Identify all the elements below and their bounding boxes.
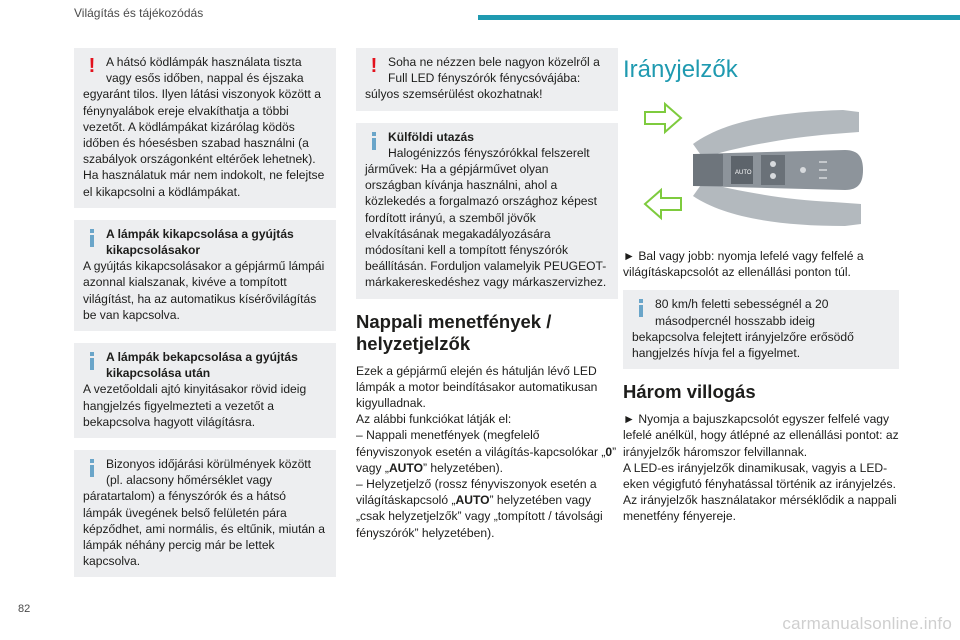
paragraph xyxy=(356,427,618,476)
header-accent-bar xyxy=(478,15,960,20)
stalk-illustration xyxy=(623,92,899,240)
light-symbol-icon xyxy=(770,161,776,167)
warning-box-fog-lamps xyxy=(74,48,336,208)
info-box-title: A lámpák kikapcsolása a gyújtás kikapcsolásakor xyxy=(106,226,294,258)
arrow-down-icon xyxy=(645,190,681,218)
indicator-instruction: ► Bal vagy jobb: nyomja lefelé vagy felfelé a világításkapcsolót az ellenállási ponton túl. xyxy=(623,249,864,280)
info-icon xyxy=(83,228,101,248)
info-box-text: A vezetőoldali ajtó kinyitásakor rövid ideig hangjelzés figyelmezteti a vezetőt a bekapcsolva hagyott világításra. xyxy=(83,382,307,429)
column-3 xyxy=(623,48,899,525)
info-text-first: 80 km/h feletti sebességnél a 20 másodpercnél hosszabb ideig xyxy=(655,297,829,328)
stalk-switch-illustration xyxy=(623,92,899,240)
light-symbol-icon xyxy=(800,167,806,173)
column-1 xyxy=(74,48,336,589)
info-icon xyxy=(83,458,101,478)
info-box-switch-off xyxy=(74,220,336,331)
section-title-indicators: Irányjelzők xyxy=(623,56,738,83)
info-box-title: Külföldi utazás xyxy=(388,129,475,144)
paragraph: ► Nyomja a bajuszkapcsolót egyszer felfelé vagy lefelé anélkül, hogy átlépné az ellenállási pontot: az irányjelzők háromszor felvillannak. xyxy=(623,412,899,459)
info-box-weather xyxy=(74,450,336,577)
paragraph: A LED-es irányjelzők dinamikusak, vagyis a LED-eken végigfutó fényhatással történik az irányjelzés. xyxy=(623,460,896,492)
info-icon xyxy=(83,351,101,371)
info-box-title: A lámpák bekapcsolása a gyújtás kikapcsolása után xyxy=(106,350,298,381)
text-bold: AUTO xyxy=(455,493,490,508)
paragraph: Ezek a gépjármű elején és hátulján lévő LED lámpák a motor beindításakor automatikusan kigyulladnak. xyxy=(356,363,598,411)
text-run: – Helyzetjelző (rossz fényviszonyok esetén a világításkapcsoló „ xyxy=(356,477,597,508)
info-icon xyxy=(365,131,383,151)
info-icon xyxy=(632,298,650,318)
paragraph xyxy=(356,476,618,541)
column-2 xyxy=(356,48,618,541)
info-text-first: Bizonyos időjárási körülmények között (pl. alacsony hőmérséklet vagy xyxy=(106,457,312,488)
info-text-rest: bekapcsolva felejtett irányjelzőre erősödő hangjelzés hívja fel a figyelmet. xyxy=(632,329,854,361)
warning-text-first: A hátsó ködlámpák használata tiszta vagy esős időben, nappal és éjszaka xyxy=(106,55,304,86)
section-body-daytime-lights xyxy=(356,363,618,541)
text-run: ” helyzetében vagy „csak helyzetjelzők” vagy „tompított / távolsági fényszórók” helyzetében). xyxy=(356,493,603,540)
stalk-collar-icon xyxy=(693,154,723,186)
info-box-text: A gyújtás kikapcsolásakor a gépjármű lámpái azonnal kialszanak, kivéve a tompított világítást, ha az automatikus kísérővilágítás be van kapcsolva. xyxy=(83,259,325,322)
stalk-ring-icon xyxy=(761,155,785,185)
running-header: Világítás és tájékozódás xyxy=(74,6,204,20)
warning-text-rest: egyaránt tilos. Ilyen látási viszonyok között a fénynyalábok ereje elvakíthatja a többi vezetőt. A ködlámpákat kizárólag ködös időben és hóesésben szabad használni (a szabályok országonként eltérőek lehetnek). Ha használatuk már nem indokolt, ne felejtse el kikapcsolni a ködlámpákat. xyxy=(83,87,325,199)
paragraph: Az alábbi funkciókat látják el: xyxy=(356,412,512,427)
text-run: ” vagy „ xyxy=(356,444,617,475)
stalk-auto-label: AUTO xyxy=(735,170,752,176)
text-bold: AUTO xyxy=(388,460,423,475)
text-run: – Nappali menetfények (megfelelő fényviszonyok esetén a világítás-kapcsolókar „ xyxy=(356,428,606,459)
section-title-three-flashes: Három villogás xyxy=(623,381,756,403)
info-box-abroad xyxy=(356,123,618,299)
warning-text-rest: súlyos szemsérülést okozhatnak! xyxy=(365,87,543,102)
text-run: ” helyzetében). xyxy=(422,460,503,475)
info-text-rest: páratartalom) a fényszórók és a hátsó lámpák üvegének belső felületén pára képződhet, ami normális, és eltűnik, miután a lámpák néhány percig már be lettek kapcsolva. xyxy=(83,489,325,569)
watermark: carmanualsonline.info xyxy=(782,614,952,633)
warning-text-first: Soha ne nézzen bele nagyon közelről a Full LED fényszórók fénycsóvájába: xyxy=(388,55,600,86)
info-text-first: Halogénizzós fényszórókkal felszerelt xyxy=(388,145,590,160)
text-bold: 0 xyxy=(605,444,613,459)
page-number: 82 xyxy=(18,603,31,615)
paragraph: Az irányjelzők használatakor mérséklődik a nappali menetfény fényereje. xyxy=(623,493,897,524)
arrow-up-icon xyxy=(645,104,681,132)
info-box-switch-on xyxy=(74,343,336,438)
light-symbol-icon xyxy=(770,173,776,179)
section-body-three-flashes xyxy=(623,411,899,524)
section-title-daytime-lights: Nappali menetfények / helyzetjelzők xyxy=(356,310,552,354)
warning-exclamation-icon: ! xyxy=(88,55,96,77)
warning-box-full-led xyxy=(356,48,618,111)
warning-exclamation-icon: ! xyxy=(370,55,378,77)
info-box-80kmh xyxy=(623,290,899,369)
info-text-rest: járművek: Ha a gépjárművet olyan országban kívánja használni, ahol a közlekedés a forgalmazó országhoz képest fordított irányú, a szemből jövők elvakításának megakadályozására módosítani kell a tompított fényszórók beállításán. Forduljon valamelyik PEUGEOT-márkakereskedéshez vagy márkaszervizhez. xyxy=(365,162,607,290)
